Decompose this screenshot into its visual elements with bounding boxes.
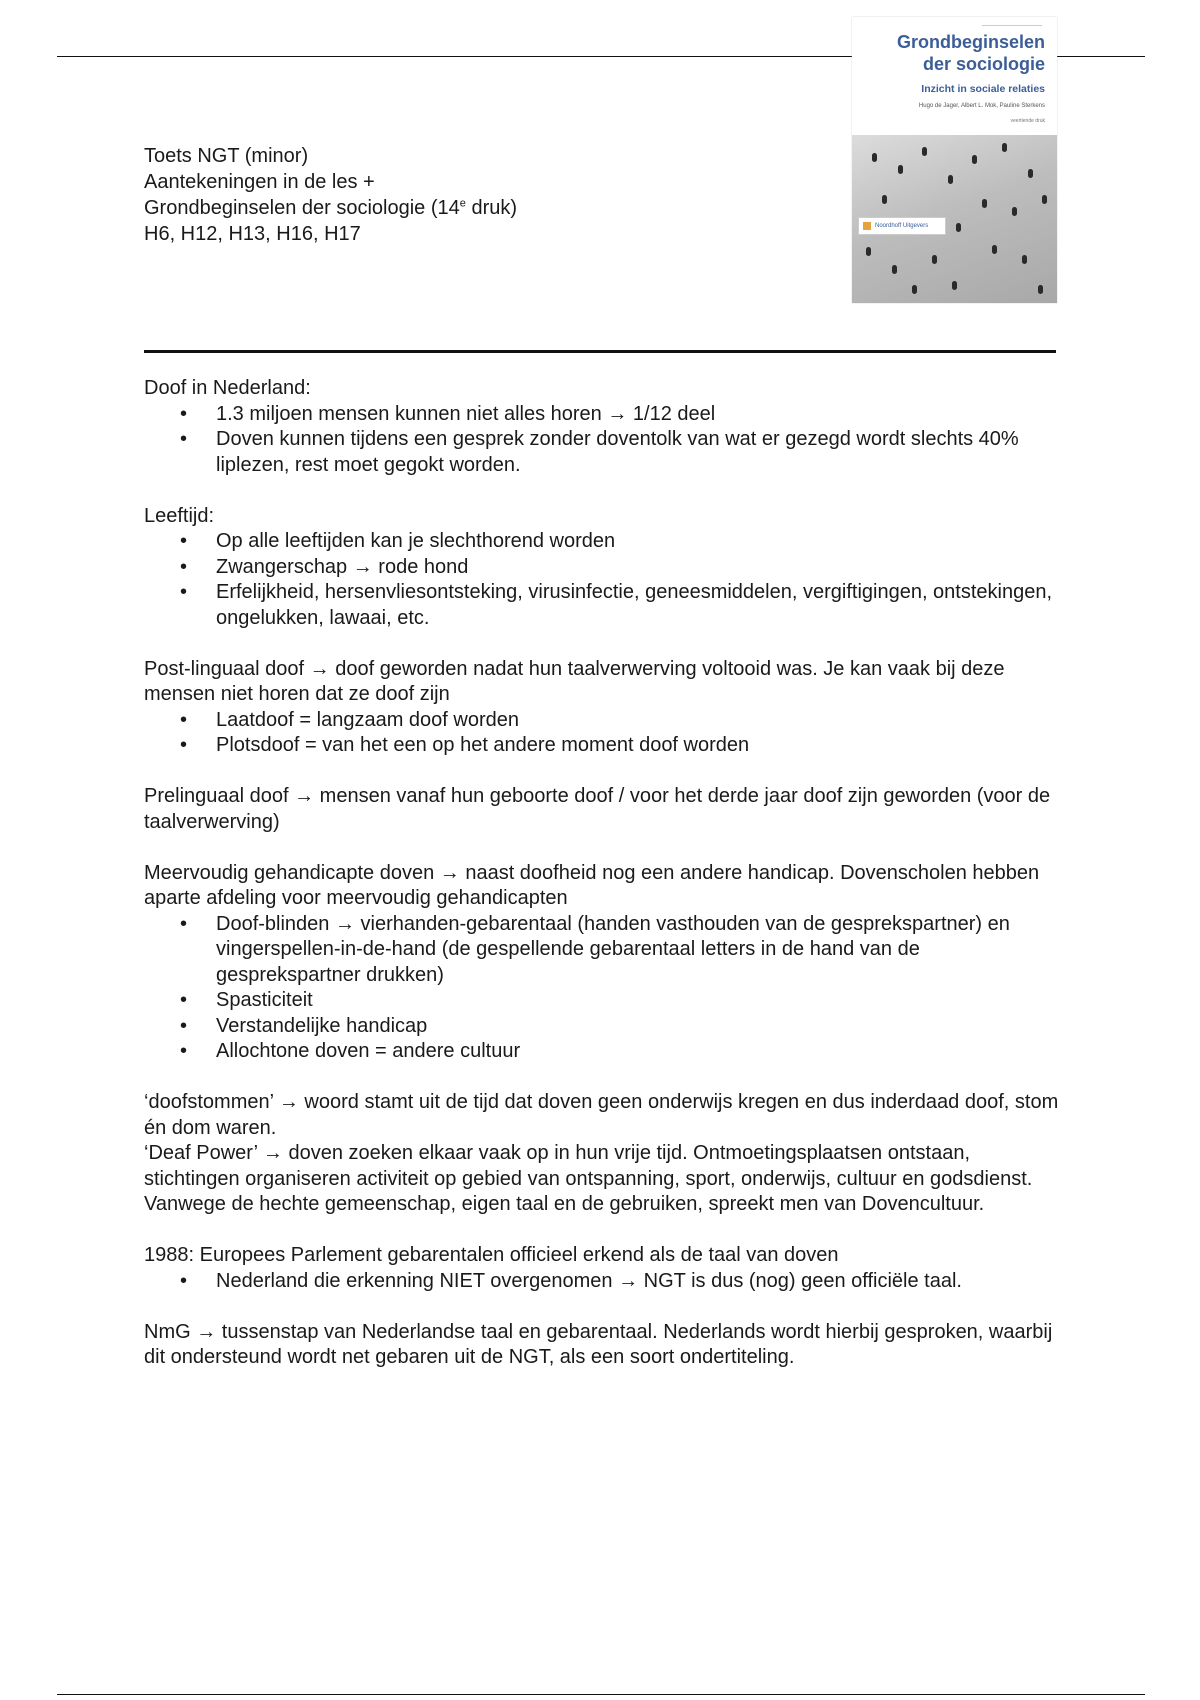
- cover-crowd-photo: [852, 135, 1057, 303]
- list-item: • Nederland die erkenning NIET overgenomen → NGT is dus (nog) geen officiële taal.: [216, 1269, 1064, 1295]
- list-item: • Erfelijkheid, hersenvliesontsteking, virusinfectie, geneesmiddelen, vergiftigingen, ontstekingen, ongelukken, lawaai, etc.: [216, 580, 1064, 631]
- cover-divider: [982, 25, 1042, 26]
- list-item: • Doof-blinden → vierhanden-gebarentaal (handen vasthouden van de gesprekspartner) en vingerspellen-in-de-hand (de gespellende gebarentaal letters in de hand van de gesprekspartner drukken): [216, 912, 1064, 989]
- list-item: • Doven kunnen tijdens een gesprek zonder doventolk van wat er gezegd wordt slechts 40% liplezen, rest moet gegokt worden.: [216, 427, 1064, 478]
- publisher-name: Noordhoff Uitgevers: [875, 223, 929, 229]
- header-line-3-prefix: Grondbeginselen der sociologie (14: [144, 197, 460, 219]
- section-postlinguaal-text: Post-linguaal doof → doof geworden nadat hun taalverwerving voltooid was. Je kan vaak bij deze mensen niet horen dat ze doof zijn: [144, 657, 1005, 705]
- header-line-3-sup: e: [459, 197, 466, 210]
- section-doof-title: Doof in Nederland:: [144, 377, 311, 399]
- publisher-logo-icon: [863, 222, 871, 230]
- cover-title-line2: der sociologie: [922, 54, 1045, 74]
- header-line-3: [144, 195, 517, 221]
- cover-authors: Hugo de Jager, Albert L. Mok, Pauline Sterkens: [918, 103, 1045, 109]
- list-item: • Allochtone doven = andere cultuur: [216, 1039, 1064, 1065]
- list-item: • Verstandelijke handicap: [216, 1014, 1064, 1040]
- cover-subtitle: Inzicht in sociale relaties: [921, 83, 1045, 95]
- section-meervoudig-list: [144, 912, 1064, 1065]
- document-body: [144, 376, 1064, 1371]
- section-leeftijd-title: Leeftijd:: [144, 504, 215, 527]
- section-doofstommen-text: ‘doofstommen’ → woord stamt uit de tijd dat doven geen onderwijs kregen en dus inderdaad doof, stom én dom waren.: [144, 1091, 1059, 1139]
- section-parlement-list: [144, 1269, 1064, 1295]
- section-leeftijd-list: [144, 529, 1064, 631]
- list-item: • 1.3 miljoen mensen kunnen niet alles horen → 1/12 deel: [216, 402, 1064, 428]
- list-item: • Plotsdoof = van het een op het andere moment doof worden: [216, 733, 1064, 759]
- header-line-4: H6, H12, H13, H16, H17: [144, 223, 361, 245]
- section-deafpower-text: ‘Deaf Power’ → doven zoeken elkaar vaak op in hun vrije tijd. Ontmoetingsplaatsen ontstaan, stichtingen organiseren activiteit op gebied van ontspanning, sport, onderwijs, cultuur en godsdienst. Vanwege de hechte gemeenschap, eigen taal en de gebruiken, spreekt men van Dovencultuur.: [144, 1142, 1033, 1215]
- book-cover: [852, 17, 1057, 303]
- header-line-2: Aantekeningen in de les +: [144, 171, 375, 193]
- section-nmg-text: NmG → tussenstap van Nederlandse taal en gebarentaal. Nederlands wordt hierbij gesproken, waarbij dit ondersteund wordt net gebaren uit de NGT, als een soort ondertiteling.: [144, 1320, 1053, 1368]
- cover-title: [897, 31, 1045, 75]
- header-line-1: Toets NGT (minor): [144, 145, 309, 167]
- list-item: • Laatdoof = langzaam doof worden: [216, 708, 1064, 734]
- list-item: • Op alle leeftijden kan je slechthorend worden: [216, 529, 1064, 555]
- section-parlement-text: 1988: Europees Parlement gebarentalen officieel erkend als de taal van doven: [144, 1244, 839, 1266]
- list-item: • Zwangerschap → rode hond: [216, 555, 1064, 581]
- document-header: [144, 143, 517, 247]
- cover-title-line1: Grondbeginselen: [896, 32, 1045, 52]
- publisher-badge: [858, 217, 946, 235]
- header-line-3-suffix: druk): [465, 197, 518, 219]
- section-doof-list: [144, 402, 1064, 479]
- header-separator: [144, 350, 1056, 353]
- cover-edition: veertiende druk: [1010, 118, 1045, 124]
- section-prelinguaal-text: Prelinguaal doof → mensen vanaf hun geboorte doof / voor het derde jaar doof zijn geworden (voor de taalverwerving): [144, 785, 1051, 833]
- list-item: • Spasticiteit: [216, 988, 1064, 1014]
- bottom-rule: [57, 1694, 1145, 1695]
- section-meervoudig-text: Meervoudig gehandicapte doven → naast doofheid nog een andere handicap. Dovenscholen hebben aparte afdeling voor meervoudig gehandicapten: [144, 861, 1040, 909]
- section-postlinguaal-list: [144, 708, 1064, 759]
